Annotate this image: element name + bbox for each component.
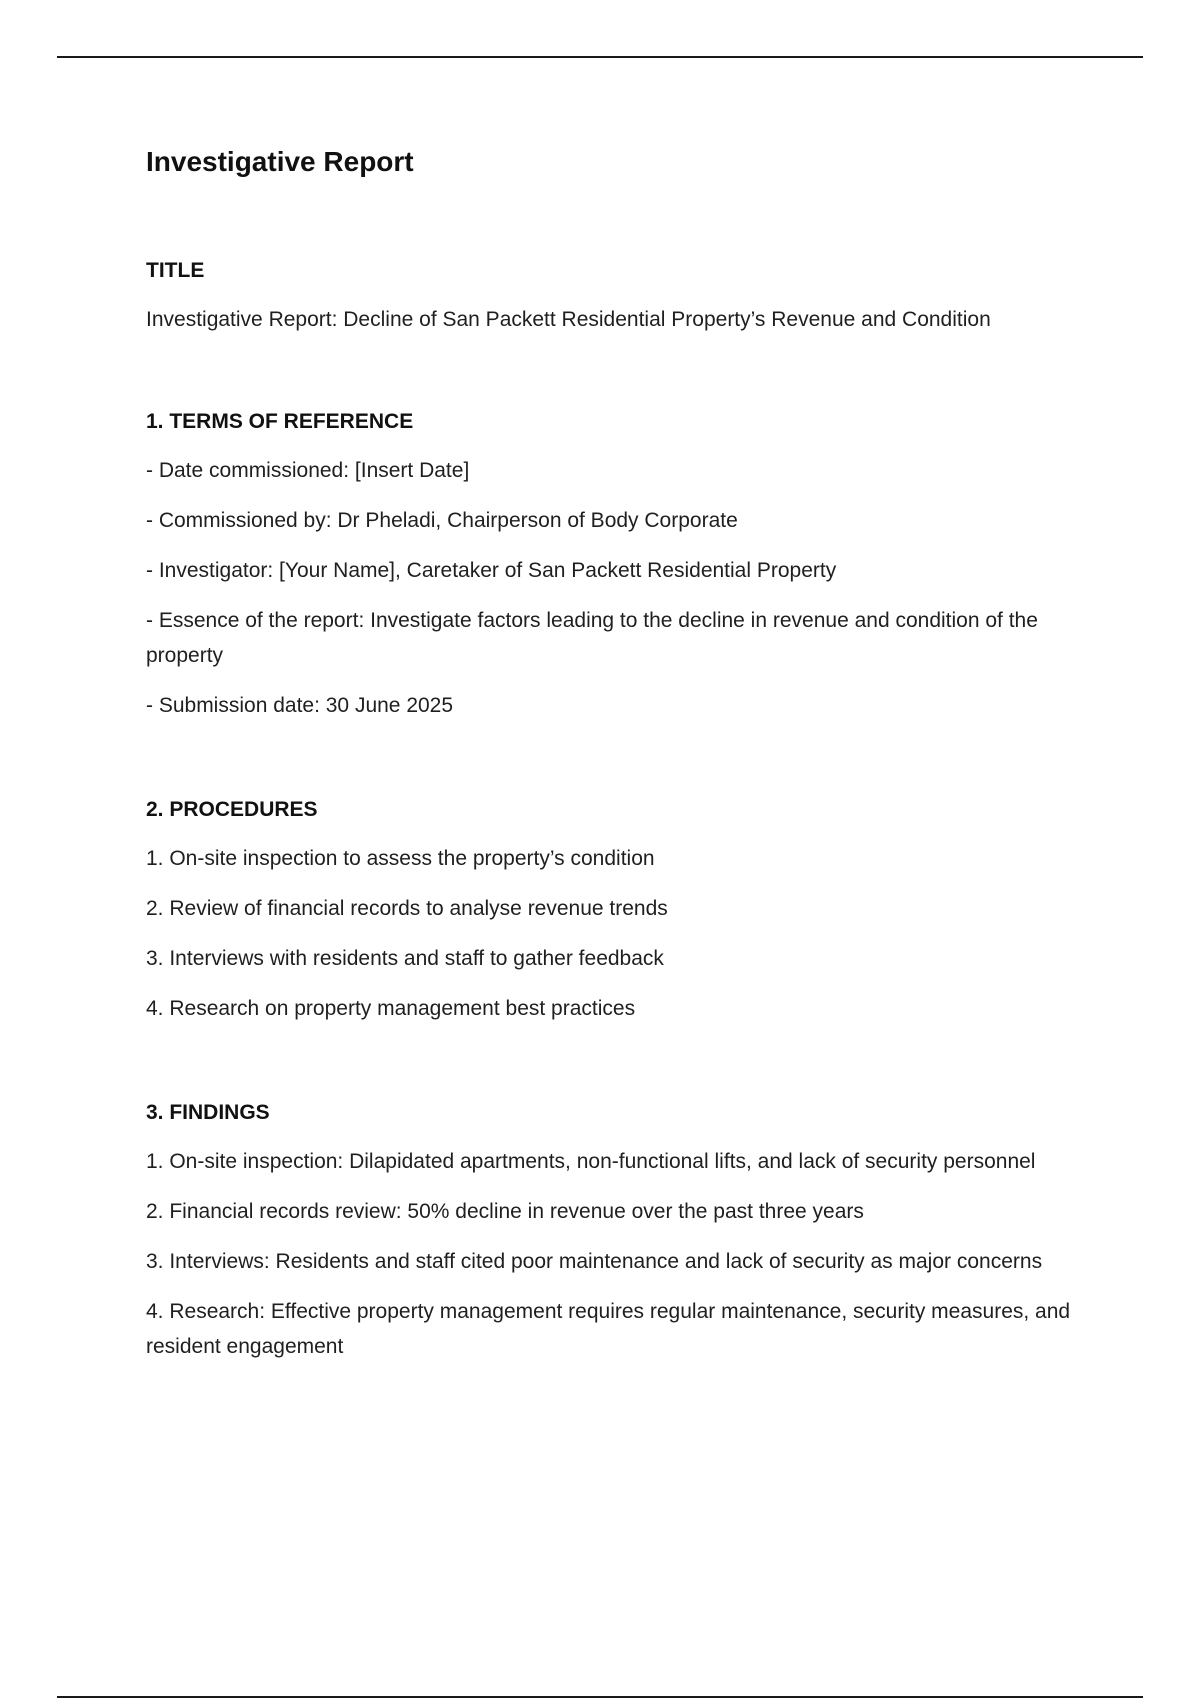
procedures-heading: 2. PROCEDURES bbox=[146, 798, 318, 821]
list-item: 2. Review of financial records to analyse revenue trends bbox=[146, 897, 668, 920]
list-item: - Commissioned by: Dr Pheladi, Chairperson of Body Corporate bbox=[146, 509, 738, 532]
title-section-heading: TITLE bbox=[146, 259, 205, 282]
list-item: 2. Financial records review: 50% decline in revenue over the past three years bbox=[146, 1200, 864, 1223]
terms-of-reference-heading: 1. TERMS OF REFERENCE bbox=[146, 410, 414, 433]
findings-section bbox=[146, 1098, 1086, 1364]
list-item: - Submission date: 30 June 2025 bbox=[146, 694, 454, 717]
bottom-rule bbox=[57, 1696, 1143, 1698]
list-item: 4. Research: Effective property management requires regular maintenance, security measures, and resident engagement bbox=[146, 1300, 1071, 1358]
document-title: Investigative Report bbox=[146, 146, 414, 177]
findings-list bbox=[146, 1144, 1086, 1364]
terms-of-reference-list bbox=[146, 453, 1086, 723]
list-item: 3. Interviews: Residents and staff cited poor maintenance and lack of security as major concerns bbox=[146, 1250, 1043, 1273]
procedures-section bbox=[146, 795, 1086, 1026]
list-item: - Essence of the report: Investigate factors leading to the decline in revenue and condition of the property bbox=[146, 609, 1038, 667]
list-item: - Date commissioned: [Insert Date] bbox=[146, 459, 470, 482]
title-section-text: Investigative Report: Decline of San Packett Residential Property’s Revenue and Condition bbox=[146, 308, 991, 331]
title-section bbox=[146, 256, 1086, 337]
list-item: 3. Interviews with residents and staff to gather feedback bbox=[146, 947, 664, 970]
list-item: 1. On-site inspection to assess the property’s condition bbox=[146, 847, 655, 870]
top-rule bbox=[57, 56, 1143, 58]
procedures-list bbox=[146, 841, 1086, 1026]
list-item: 4. Research on property management best practices bbox=[146, 997, 636, 1020]
findings-heading: 3. FINDINGS bbox=[146, 1101, 270, 1124]
list-item: 1. On-site inspection: Dilapidated apartments, non-functional lifts, and lack of security personnel bbox=[146, 1150, 1036, 1173]
list-item: - Investigator: [Your Name], Caretaker of San Packett Residential Property bbox=[146, 559, 837, 582]
terms-of-reference-section bbox=[146, 407, 1086, 723]
